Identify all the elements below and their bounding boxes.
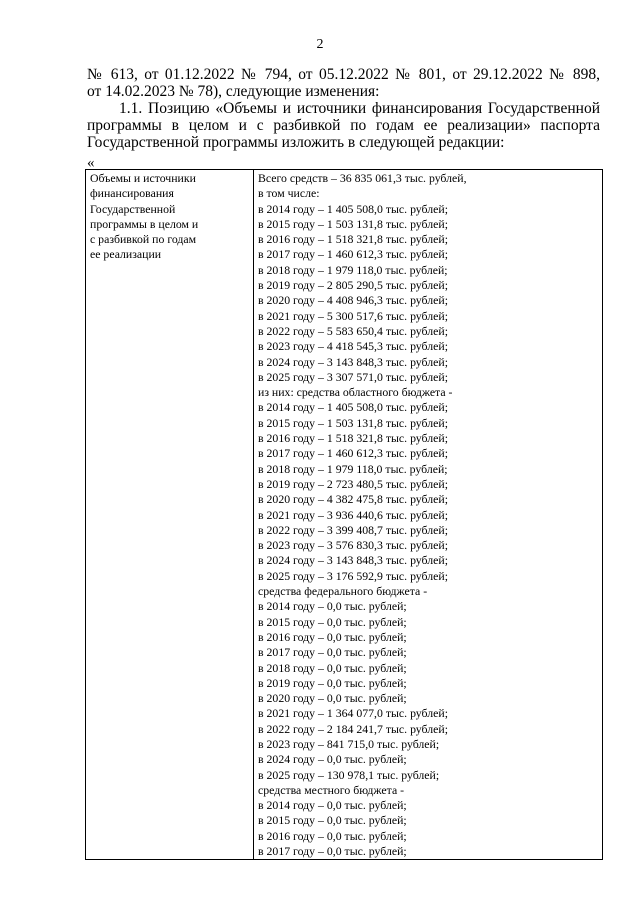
funding-line: в 2014 году – 0,0 тыс. рублей; — [258, 599, 407, 614]
funding-line: в 2015 году – 0,0 тыс. рублей; — [258, 614, 407, 629]
funding-line: в 2019 году – 2 723 480,5 тыс. рублей; — [258, 476, 448, 491]
value-cell — [254, 170, 603, 860]
funding-line: из них: средства областного бюджета - — [258, 385, 453, 400]
funding-line: в 2024 году – 3 143 848,3 тыс. рублей; — [258, 354, 448, 369]
funding-line: в 2023 году – 3 576 830,3 тыс. рублей; — [258, 538, 448, 553]
funding-line: в 2022 году – 2 184 241,7 тыс. рублей; — [258, 721, 448, 736]
funding-line: в 2022 году – 5 583 650,4 тыс. рублей; — [258, 323, 448, 338]
funding-line: в 2015 году – 0,0 тыс. рублей; — [258, 813, 407, 828]
funding-line: Всего средств – 36 835 061,3 тыс. рублей, — [258, 171, 467, 185]
page-number: 2 — [316, 37, 324, 52]
funding-line: в 2024 году – 3 143 848,3 тыс. рублей; — [258, 553, 448, 568]
table-row — [86, 170, 603, 860]
funding-line: в 2019 году – 0,0 тыс. рублей; — [258, 675, 407, 690]
amendment-item-line: Государственной программы изложить в следующей редакции: — [87, 134, 505, 151]
intro-paragraph — [87, 66, 600, 151]
funding-line: в 2018 году – 1 979 118,0 тыс. рублей; — [258, 262, 448, 277]
label-line: программы в целом и — [90, 216, 199, 231]
funding-line: средства федерального бюджета - — [258, 584, 428, 599]
funding-line: в 2019 году – 2 805 290,5 тыс. рублей; — [258, 278, 448, 293]
funding-line: в 2023 году – 841 715,0 тыс. рублей; — [258, 736, 440, 751]
funding-line: в 2016 году – 1 518 321,8 тыс. рублей; — [258, 431, 448, 446]
opening-quote-mark: « — [87, 155, 95, 171]
label-line: с разбивкой по годам — [90, 232, 197, 247]
amendment-item-line: 1.1. Позицию «Объемы и источники финансирования Государственной — [119, 100, 600, 117]
funding-line: в 2020 году – 0,0 тыс. рублей; — [258, 691, 407, 706]
funding-line: в 2014 году – 1 405 508,0 тыс. рублей; — [258, 201, 448, 216]
funding-line: в 2017 году – 0,0 тыс. рублей; — [258, 645, 407, 660]
label-cell — [86, 170, 254, 860]
funding-line: в 2016 году – 0,0 тыс. рублей; — [258, 828, 407, 843]
funding-table — [85, 169, 603, 860]
funding-line: в 2014 году – 0,0 тыс. рублей; — [258, 798, 407, 813]
intro-line: № 613, от 01.12.2022 № 794, от 05.12.2022 № 801, от 29.12.2022 № 898, — [87, 66, 600, 83]
funding-line: в 2016 году – 1 518 321,8 тыс. рублей; — [258, 232, 448, 247]
label-line: ее реализации — [90, 247, 162, 262]
intro-line: от 14.02.2023 № 78), следующие изменения: — [87, 83, 380, 100]
funding-line: в 2014 году – 1 405 508,0 тыс. рублей; — [258, 400, 448, 415]
funding-line: в 2025 году – 3 176 592,9 тыс. рублей; — [258, 568, 448, 583]
funding-line: в 2023 году – 4 418 545,3 тыс. рублей; — [258, 339, 448, 354]
label-line: Объемы и источники — [90, 171, 196, 185]
funding-line: в 2021 году – 1 364 077,0 тыс. рублей; — [258, 706, 448, 721]
funding-line: в 2025 году – 3 307 571,0 тыс. рублей; — [258, 369, 448, 384]
funding-line: в 2024 году – 0,0 тыс. рублей; — [258, 752, 407, 767]
label-line: финансирования — [90, 186, 174, 201]
funding-line: в 2015 году – 1 503 131,8 тыс. рублей; — [258, 216, 448, 231]
funding-line: в 2017 году – 0,0 тыс. рублей; — [258, 844, 407, 859]
funding-line: в 2015 году – 1 503 131,8 тыс. рублей; — [258, 415, 448, 430]
funding-line: в 2016 году – 0,0 тыс. рублей; — [258, 629, 407, 644]
funding-line: в 2022 году – 3 399 408,7 тыс. рублей; — [258, 522, 448, 537]
funding-line: в 2021 году – 3 936 440,6 тыс. рублей; — [258, 507, 448, 522]
funding-line: в 2025 году – 130 978,1 тыс. рублей; — [258, 767, 440, 782]
funding-line: в 2017 году – 1 460 612,3 тыс. рублей; — [258, 446, 448, 461]
amendment-item-line: программы в целом и с разбивкой по годам ее реализации» паспорта — [87, 117, 600, 134]
funding-line: в 2020 году – 4 382 475,8 тыс. рублей; — [258, 492, 448, 507]
funding-line: в 2020 году – 4 408 946,3 тыс. рублей; — [258, 293, 448, 308]
funding-line: в 2021 году – 5 300 517,6 тыс. рублей; — [258, 308, 448, 323]
label-line: Государственной — [90, 201, 176, 216]
funding-line: в 2018 году – 1 979 118,0 тыс. рублей; — [258, 461, 448, 476]
funding-line: в 2017 году – 1 460 612,3 тыс. рублей; — [258, 247, 448, 262]
funding-line: в 2018 году – 0,0 тыс. рублей; — [258, 660, 407, 675]
funding-line: средства местного бюджета - — [258, 782, 405, 797]
funding-line: в том числе: — [258, 186, 320, 201]
